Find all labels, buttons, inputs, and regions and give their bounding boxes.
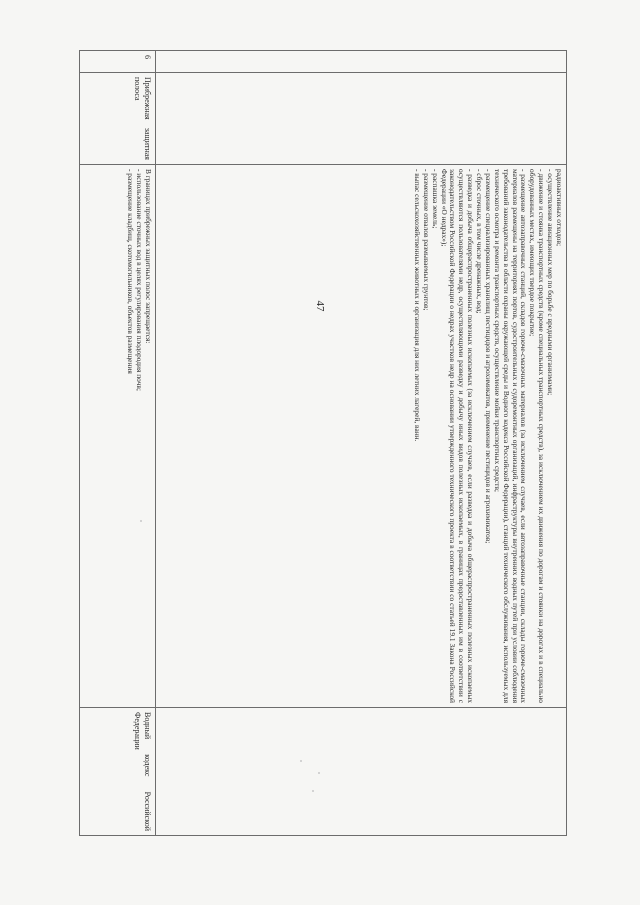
restriction-line: - размещение отвалов размываемых грунтов; (421, 169, 431, 311)
zone-cell (80, 73, 156, 165)
table-row-continued (156, 51, 567, 836)
restriction-line: радиоактивных отходов; (555, 169, 564, 247)
zone-name (560, 73, 566, 164)
table-row-6 (80, 51, 156, 836)
row-number (560, 51, 566, 72)
scan-speck (140, 520, 142, 522)
source-cell (80, 708, 156, 836)
restrictions-text (409, 165, 566, 707)
restrictions-cell (156, 165, 567, 708)
regulation-table (79, 50, 567, 836)
restriction-line: - размещение автозаправочных станций, складов горюче-смазочных материалов (за исключением случаев, если автозаправочные станции, склады горюче-смазочных материалов размещены на территориях портов, судостроительных и судоремонтных организаций, инфраструктуры внутренних водных путей при условии соблюдения требований законодательства в области охраны окружающей среды и Водного кодекса Российской Федерации), станций технического обслуживания, используемых для технического осмотра и ремонта транспортных средств, осуществление мойки транспортных средств; (492, 169, 529, 703)
restriction-line: - использование сточных вод в целях регулирования плодородия почв; (135, 169, 145, 391)
zone-cell (156, 73, 567, 165)
restriction-line: - распашка земель; (430, 169, 440, 229)
scan-speck (312, 790, 314, 792)
row-number-cell (80, 51, 156, 73)
restriction-line: - выпас сельскохозяйственных животных и организация для них летних лагерей, ванн. (413, 169, 422, 442)
restriction-line: В границах прибрежных защитных полос запрещается: (144, 169, 153, 344)
scan-speck (318, 772, 320, 774)
scan-speck (300, 760, 302, 762)
page-number: 47 (314, 300, 327, 312)
restriction-line: - сброс сточных, в том числе дренажных, вод; (475, 169, 485, 314)
restriction-line: - размещение кладбищ, скотомогильников, объектов размещения (126, 169, 136, 374)
rotated-regulation-table (82, 50, 567, 835)
restrictions-cell (80, 165, 156, 708)
source-cell (156, 708, 567, 836)
restriction-line: - разведка и добыча общераспространенных полезных ископаемых (за исключением случаев, если разведка и добыча общераспространенных полезных ископаемых осуществляются пользователями недр, осуществляющими разведку и добычу иных видов полезных ископаемых, в границах предоставленных им в соответствии с законодательством Российской Федерации о недрах участков недр на основании утвержденного технического проекта в соответствии со статьей 19.1 Закона Российской Федерации «О недрах»); (439, 169, 476, 703)
restriction-line: - движение и стоянка транспортных средств (кроме специальных транспортных средств), за исключением их движения по дорогам и стоянки на дорогах и в специально оборудованных местах, имеющих твердое покрытие; (528, 169, 547, 703)
source-name (560, 708, 566, 835)
zone-name: Прибрежная защитная полоса (133, 77, 152, 160)
restriction-line: - осуществление авиационных мер по борьбе с вредными организмами; (546, 169, 556, 396)
row-number-cell (156, 51, 567, 73)
restriction-line: - размещение специализированных хранилищ пестицидов и агрохимикатов, применение пестицидов и агрохимикатов; (484, 169, 493, 544)
row-number: 6 (143, 55, 152, 59)
source-name: Водный кодекс Российской Федерации (133, 712, 152, 831)
restrictions-text (122, 165, 155, 707)
